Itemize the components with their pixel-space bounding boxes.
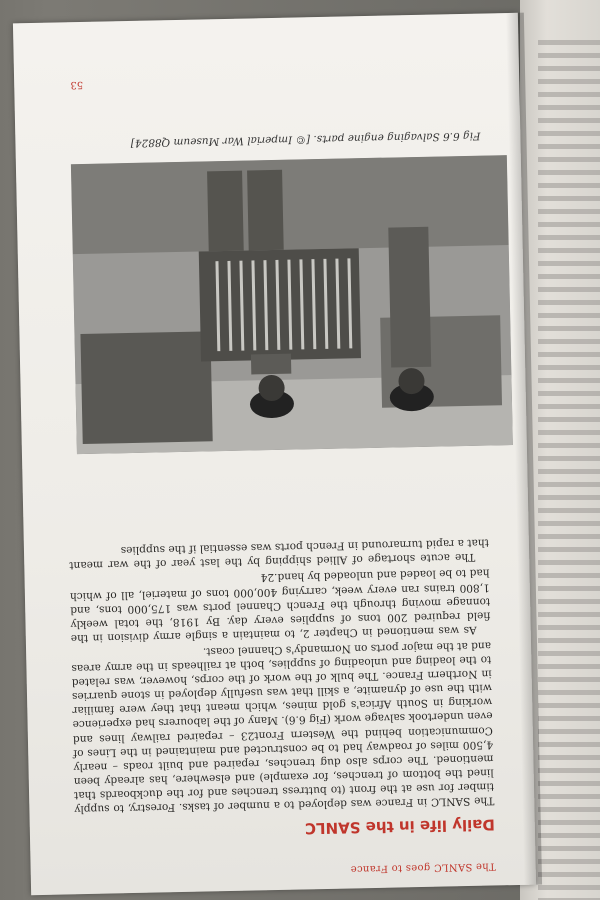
archival-photograph [71,155,513,454]
salvage-photo-illustration [71,155,513,454]
book-page [13,13,536,895]
paragraph-1: The SANLC in France was deployed to a number of tasks. Forestry, to supply timber for use at the front (to buttress trenches and for the duckboards that lined the bottom of trenches, for example) and elsewhere, has already been mentioned. The corps also dug trenches, repaired and built roads – nearly 4,500 miles of roadway had to be constructed and maintained in the Lines of Communication behind the Western Front23 – repaired railway lines and even undertook salvage work (Fig 6.6). Many of the labourers had experience working in South Africa's gold mines, which meant that they were familiar with the use of dynamite, a skill that was usefully deployed in stone quarries in Northern France. The bulk of the work of the corps, however, was related to the loading and unloading of supplies, both at railheads in the army areas and at the major ports on Normandy's Channel coast. [71,639,495,816]
upside-down-content [13,13,536,895]
background-stack [80,331,212,444]
section-heading: Daily life in the SANLC [304,815,495,838]
engine-crate [199,248,361,361]
paragraph-2: As was mentioned in Chapter 2, to maintain a single army division in the field required 200 tons of supplies every day. By 1918, the total weekly tonnage moving through the French Channel ports was 175,000 tons, and 1,800 trains ran every week, carrying 400,000 tons of materiel, all of which had to be loaded and unloaded by hand.24 [69,567,491,645]
facing-page-text-lines [538,40,600,900]
running-head: The SANLC goes to France [350,860,496,875]
body-text [69,534,495,817]
page-number: 53 [70,78,84,91]
figure-caption: Fig 6.6 Salvaging engine parts. [© Imperial War Museum Q8824] [130,129,481,149]
paragraph-3: The acute shortage of Allied shipping by the last year of the war meant that a rapid turnaround in French ports was essential if the supplies [69,536,490,572]
